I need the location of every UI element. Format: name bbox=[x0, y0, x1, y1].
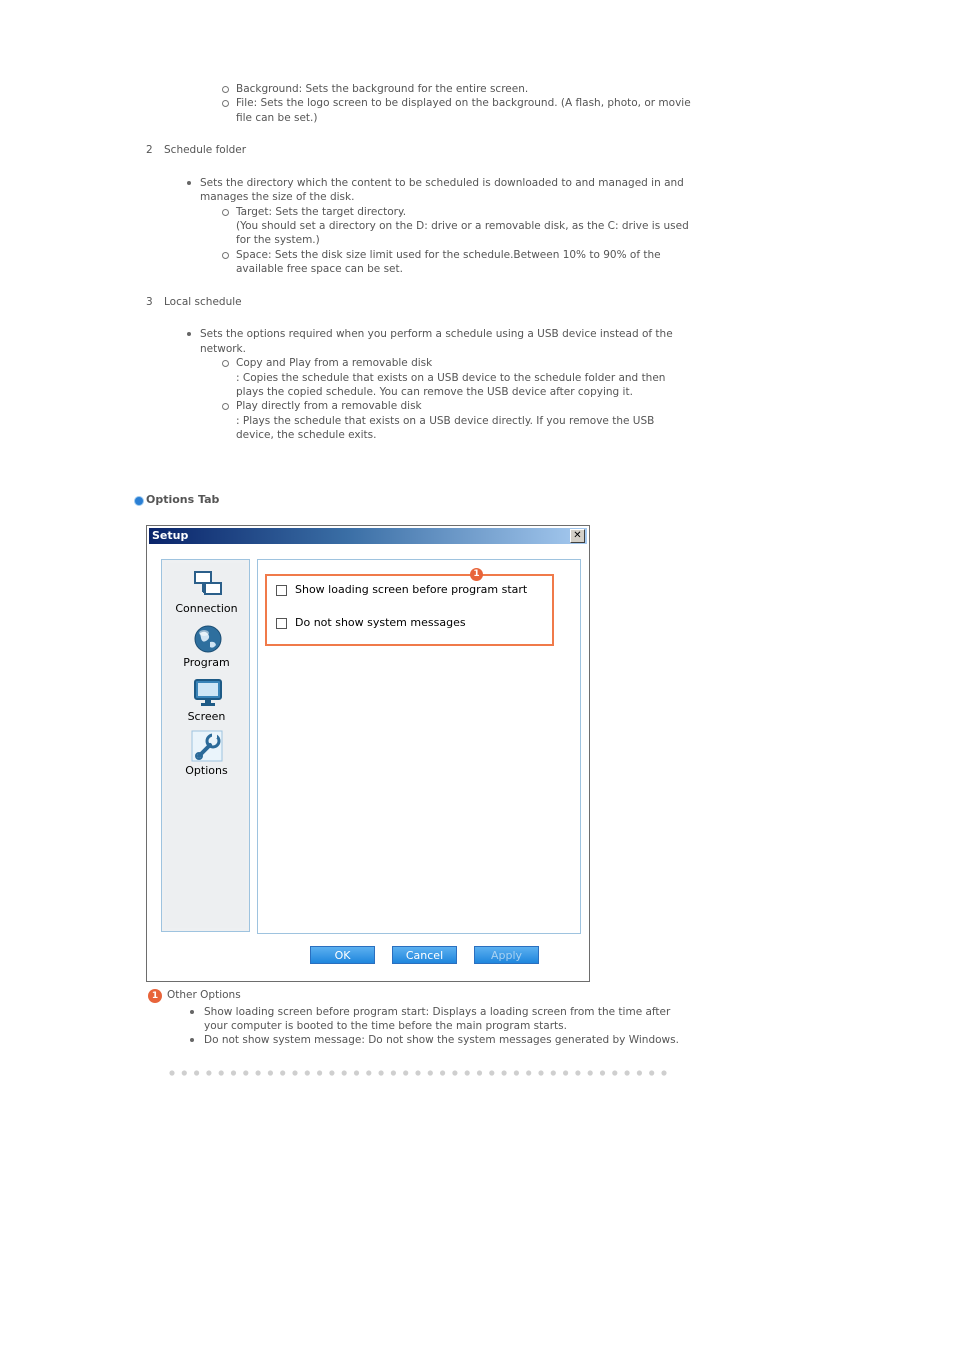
separator-dot bbox=[243, 1070, 248, 1075]
separator-dot bbox=[575, 1070, 580, 1075]
dot-bullet-icon bbox=[190, 1038, 194, 1042]
separator-dot bbox=[649, 1070, 654, 1075]
separator-dot bbox=[551, 1070, 556, 1075]
nav-item-program[interactable] bbox=[162, 622, 251, 670]
separator-dot bbox=[637, 1070, 642, 1075]
close-button[interactable]: ✕ bbox=[570, 529, 585, 543]
sub-text: Copy and Play from a removable disk bbox=[236, 357, 433, 369]
separator-dot bbox=[452, 1070, 457, 1075]
separator-dot bbox=[625, 1070, 630, 1075]
separator-dot bbox=[292, 1070, 297, 1075]
checkbox-label: Do not show system messages bbox=[295, 616, 466, 629]
connection-icon bbox=[193, 570, 223, 601]
separator-dot bbox=[612, 1070, 617, 1075]
section-bullet-icon bbox=[134, 496, 144, 506]
separator-dot bbox=[256, 1070, 261, 1075]
separator-dot bbox=[526, 1070, 531, 1075]
cancel-button[interactable]: Cancel bbox=[392, 946, 457, 964]
circle-bullet-icon bbox=[222, 252, 229, 259]
separator-dot bbox=[563, 1070, 568, 1075]
content-panel bbox=[257, 559, 581, 934]
section-title: Schedule folder bbox=[164, 144, 247, 156]
section-title: Local schedule bbox=[164, 296, 242, 308]
separator-dot bbox=[354, 1070, 359, 1075]
separator-dot bbox=[489, 1070, 494, 1075]
no-system-messages-checkbox[interactable] bbox=[276, 618, 287, 629]
dialog-title: Setup bbox=[152, 529, 189, 542]
nav-label: Connection bbox=[175, 602, 238, 615]
sub-text: device, the schedule exits. bbox=[236, 429, 377, 441]
checkbox-label: Show loading screen before program start bbox=[295, 583, 528, 596]
nav-item-options[interactable] bbox=[162, 730, 251, 778]
nav-panel bbox=[161, 559, 250, 932]
separator-dot bbox=[182, 1070, 187, 1075]
separator-dot bbox=[538, 1070, 543, 1075]
section-number: 2 bbox=[146, 144, 153, 156]
separator-dot bbox=[514, 1070, 519, 1075]
setup-dialog bbox=[146, 525, 590, 982]
list-item-file-cont: file can be set.) bbox=[236, 112, 318, 124]
list-item-file: File: Sets the logo screen to be displayed on the background. (A flash, photo, or movie bbox=[236, 97, 691, 109]
callout-badge: 1 bbox=[148, 989, 162, 1003]
circle-bullet-icon bbox=[222, 403, 229, 410]
sub-text: Space: Sets the disk size limit used for the schedule.Between 10% to 90% of the bbox=[236, 249, 661, 261]
option-desc: Show loading screen before program start: Displays a loading screen from the time after bbox=[204, 1006, 671, 1018]
option-desc: Do not show system message: Do not show the system messages generated by Windows. bbox=[204, 1034, 679, 1046]
sub-text: (You should set a directory on the D: drive or a removable disk, as the C: drive is used bbox=[236, 220, 689, 232]
separator-dot bbox=[317, 1070, 322, 1075]
section-number: 3 bbox=[146, 296, 153, 308]
separator-dot bbox=[280, 1070, 285, 1075]
separator-dot bbox=[366, 1070, 371, 1075]
separator-dot bbox=[391, 1070, 396, 1075]
separator-dot bbox=[219, 1070, 224, 1075]
show-loading-checkbox[interactable] bbox=[276, 585, 287, 596]
circle-bullet-icon bbox=[222, 86, 229, 93]
sub-text: Play directly from a removable disk bbox=[236, 400, 422, 412]
sub-text: Target: Sets the target directory. bbox=[236, 206, 407, 218]
sub-text: : Copies the schedule that exists on a USB device to the schedule folder and then bbox=[236, 372, 666, 384]
options-highlight-box bbox=[265, 574, 554, 646]
nav-item-connection[interactable] bbox=[162, 568, 251, 616]
separator-dot bbox=[502, 1070, 507, 1075]
separator-dot bbox=[440, 1070, 445, 1075]
nav-label: Program bbox=[183, 656, 230, 669]
sub-text: available free space can be set. bbox=[236, 263, 403, 275]
separator-dot bbox=[600, 1070, 605, 1075]
separator-dot bbox=[477, 1070, 482, 1075]
program-globe-icon bbox=[193, 624, 223, 657]
separator-dot bbox=[415, 1070, 420, 1075]
options-wrench-icon bbox=[191, 730, 223, 765]
screen-monitor-icon bbox=[193, 678, 223, 711]
sub-text: for the system.) bbox=[236, 234, 320, 246]
separator-dot bbox=[465, 1070, 470, 1075]
bullet-text: Sets the directory which the content to be scheduled is downloaded to and managed in and bbox=[200, 177, 684, 189]
sub-text: plays the copied schedule. You can remove the USB device after copying it. bbox=[236, 386, 633, 398]
nav-label: Screen bbox=[187, 710, 226, 723]
separator-dot bbox=[305, 1070, 310, 1075]
apply-button[interactable]: Apply bbox=[474, 946, 539, 964]
nav-label: Options bbox=[185, 764, 228, 777]
dot-bullet-icon bbox=[190, 1010, 194, 1014]
separator-dot bbox=[169, 1070, 174, 1075]
separator-dot bbox=[342, 1070, 347, 1075]
separator-dot bbox=[403, 1070, 408, 1075]
options-tab-heading: Options Tab bbox=[146, 493, 220, 506]
separator-dot bbox=[588, 1070, 593, 1075]
bullet-text: Sets the options required when you perform a schedule using a USB device instead of the bbox=[200, 328, 673, 340]
bullet-text: manages the size of the disk. bbox=[200, 191, 355, 203]
separator-dot bbox=[428, 1070, 433, 1075]
dot-bullet-icon bbox=[187, 332, 191, 336]
circle-bullet-icon bbox=[222, 360, 229, 367]
dot-bullet-icon bbox=[187, 181, 191, 185]
separator-dot bbox=[661, 1070, 666, 1075]
circle-bullet-icon bbox=[222, 100, 229, 107]
other-options-title: Other Options bbox=[167, 989, 241, 1001]
separator-dot bbox=[379, 1070, 384, 1075]
sub-text: : Plays the schedule that exists on a USB device directly. If you remove the USB bbox=[236, 415, 655, 427]
separator-dot bbox=[194, 1070, 199, 1075]
title-bar[interactable] bbox=[149, 528, 587, 544]
circle-bullet-icon bbox=[222, 209, 229, 216]
option-desc: your computer is booted to the time before the main program starts. bbox=[204, 1020, 567, 1032]
nav-item-screen[interactable] bbox=[162, 676, 251, 724]
separator-dot bbox=[329, 1070, 334, 1075]
list-item-background: Background: Sets the background for the entire screen. bbox=[236, 83, 529, 95]
dotted-separator bbox=[168, 1068, 668, 1076]
separator-dot bbox=[231, 1070, 236, 1075]
callout-badge: 1 bbox=[470, 568, 483, 581]
separator-dot bbox=[206, 1070, 211, 1075]
ok-button[interactable]: OK bbox=[310, 946, 375, 964]
separator-dot bbox=[268, 1070, 273, 1075]
bullet-text: network. bbox=[200, 343, 246, 355]
